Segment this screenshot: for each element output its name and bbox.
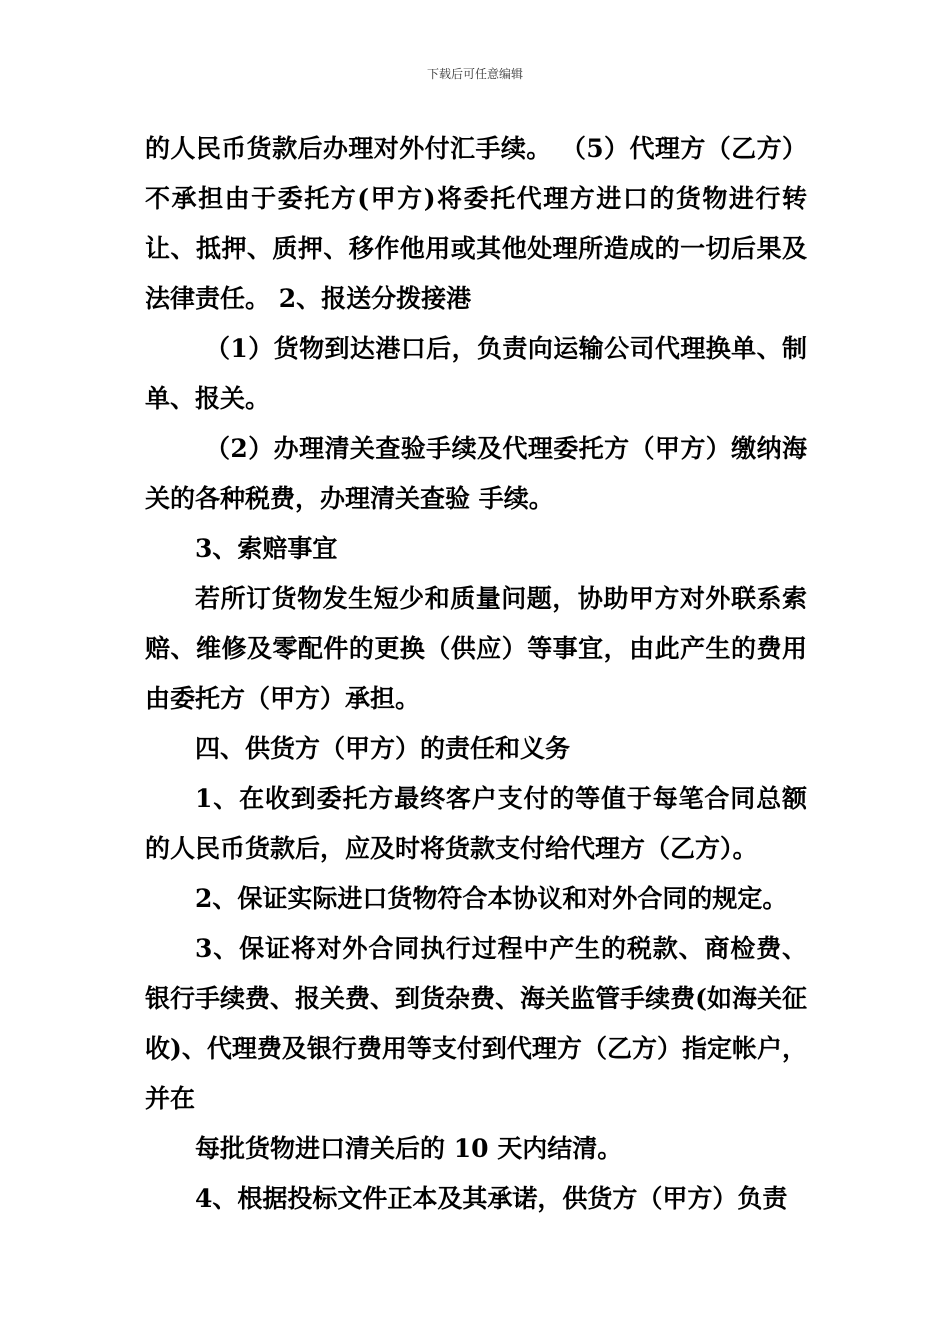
paragraph-3: （2）办理清关查验手续及代理委托方（甲方）缴纳海关的各种税费，办理清关查验 手续。 <box>145 434 807 513</box>
page-header: 下载后可任意编辑 <box>426 67 523 81</box>
paragraph-2: （1）货物到达港口后，负责向运输公司代理换单、制单、报关。 <box>145 334 807 413</box>
paragraph-9: 3、保证将对外合同执行过程中产生的税款、商检费、银行手续费、报关费、到货杂费、海关监管手续费(如海关征收)、代理费及银行费用等支付到代理方（乙方）指定帐户，并在 <box>145 934 807 1113</box>
document-body <box>145 124 807 1224</box>
paragraph-8: 2、保证实际进口货物符合本协议和对外合同的规定。 <box>195 884 788 913</box>
paragraph-6: 四、供货方（甲方）的责任和义务 <box>195 734 571 763</box>
paragraph-1: 的人民币货款后办理对外付汇手续。 （5）代理方（乙方）不承担由于委托方(甲方)将委托代理方进口的货物进行转让、抵押、质押、移作他用或其他处理所造成的一切后果及法律责任。 2、报送分拨接港 <box>145 134 807 313</box>
paragraph-11: 4、根据投标文件正本及其承诺，供货方（甲方）负责 <box>195 1184 788 1213</box>
paragraph-5: 若所订货物发生短少和质量问题，协助甲方对外联系索赔、维修及零配件的更换（供应）等事宜，由此产生的费用由委托方（甲方）承担。 <box>145 584 807 713</box>
paragraph-10: 每批货物进口清关后的 10 天内结清。 <box>195 1134 623 1163</box>
paragraph-4: 3、索赔事宜 <box>195 534 338 563</box>
paragraph-7: 1、在收到委托方最终客户支付的等值于每笔合同总额的人民币货款后，应及时将货款支付给代理方（乙方）。 <box>145 784 807 863</box>
